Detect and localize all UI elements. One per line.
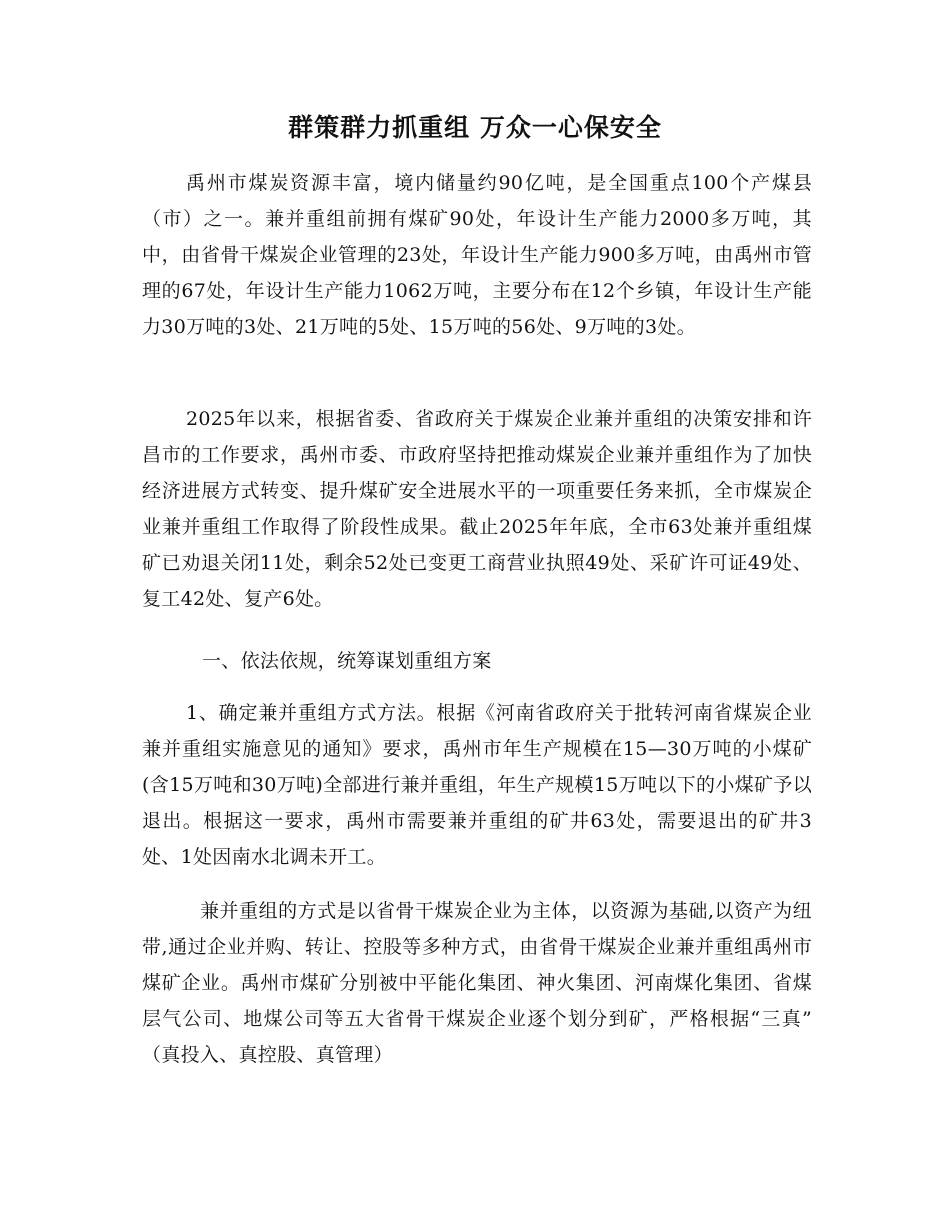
section-heading-1: 一、依法依规，统筹谋划重组方案: [202, 650, 492, 672]
document-title: 群策群力抓重组 万众一心保安全: [288, 113, 662, 142]
paragraph-overview: 禹州市煤炭资源丰富，境内储量约90亿吨，是全国重点100个产煤县（市）之一。兼并重组前拥有煤矿90处，年设计生产能力2000多万吨，其中，由省骨干煤炭企业管理的23处，年设计生产能力900多万吨，由禹州市管理的67处，年设计生产能力1062万吨，主要分布在12个乡镇，年设计生产能力30万吨的3处、21万吨的5处、15万吨的56处、9万吨的3处。: [142, 172, 812, 338]
paragraph-approach: 兼并重组的方式是以省骨干煤炭企业为主体，以资源为基础,以资产为纽带,通过企业并购、转让、控股等多种方式，由省骨干煤炭企业兼并重组禹州市煤矿企业。禹州市煤矿分别被中平能化集团、神火集团、河南煤化集团、省煤层气公司、地煤公司等五大省骨干煤炭企业逐个划分到矿，严格根据“三真” （真投入、真控股、真管理）: [142, 900, 812, 1066]
paragraph-method: 1、确定兼并重组方式方法。根据《河南省政府关于批转河南省煤炭企业兼并重组实施意见的通知》要求，禹州市年生产规模在15—30万吨的小煤矿(含15万吨和30万吨)全部进行兼并重组，年生产规模15万吨以下的小煤矿予以退出。根据这一要求，禹州市需要兼并重组的矿井63处，需要退出的矿井3处、1处因南水北调未开工。: [142, 702, 812, 868]
paragraph-progress: 2025年以来，根据省委、省政府关于煤炭企业兼并重组的决策安排和许昌市的工作要求，禹州市委、市政府坚持把推动煤炭企业兼并重组作为了加快经济进展方式转变、提升煤矿安全进展水平的一项重要任务来抓，全市煤炭企业兼并重组工作取得了阶段性成果。截止2025年年底，全市63处兼并重组煤矿已劝退关闭11处，剩余52处已变更工商营业执照49处、采矿许可证49处、复工42处、复产6处。: [142, 408, 812, 610]
